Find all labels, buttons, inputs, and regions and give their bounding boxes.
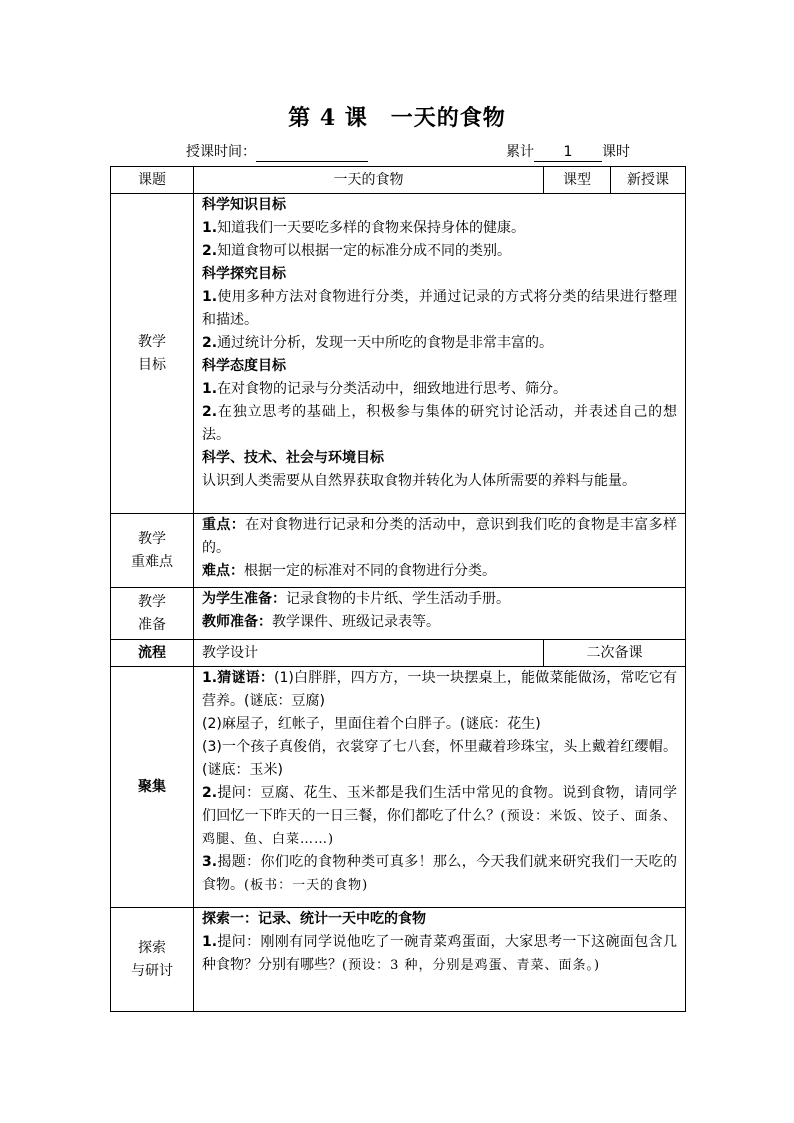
design-header: 教学设计	[194, 640, 544, 667]
attitude-item-1: 1.在对食物的记录与分类活动中，细致地进行思考、筛分。	[202, 381, 568, 397]
objectives-content	[194, 194, 686, 514]
gather-label: 聚集	[111, 667, 194, 908]
preparation-row	[111, 588, 686, 640]
objectives-label	[111, 194, 194, 514]
reveal-step: 3.揭题：你们吃的食物种类可真多！那么，今天我们就来研究我们一天吃的食物。(板书：一天的食物)	[202, 854, 677, 893]
attitude-heading: 科学态度目标	[202, 358, 286, 374]
cumulative-value: 1	[534, 143, 602, 162]
preparation-label-line1: 教学	[138, 593, 166, 610]
teacher-preparation: 教师准备：教学课件、班级记录表等。	[202, 614, 440, 630]
question-step: 2.提问：豆腐、花生、玉米都是我们生活中常见的食物。说到食物，请同学们回忆一下昨天的一日三餐，你们都吃了什么？(预设：米饭、饺子、面条、鸡腿、鱼、白菜……)	[202, 785, 677, 847]
explore-label-line2: 与研讨	[131, 962, 173, 979]
inquiry-item-2: 2.通过统计分析，发现一天中所吃的食物是非常丰富的。	[202, 335, 554, 351]
key-points-content	[194, 514, 686, 588]
key-points-row	[111, 514, 686, 588]
teaching-time-blank	[256, 145, 368, 162]
riddle-3: (3)一个孩子真俊俏，衣裳穿了七八套，怀里藏着珍珠宝，头上戴着红缨帽。(谜底：玉米)	[202, 739, 677, 778]
student-preparation: 为学生准备：记录食物的卡片纸、学生活动手册。	[202, 591, 510, 607]
cumulative-label: 累计	[506, 144, 534, 160]
objectives-label-line2: 目标	[138, 356, 166, 373]
sts-heading: 科学、技术、社会与环境目标	[202, 450, 384, 466]
gather-content	[194, 667, 686, 908]
cumulative-hours	[506, 142, 630, 162]
inquiry-item-1: 1.使用多种方法对食物进行分类，并通过记录的方式将分类的结果进行整理和描述。	[202, 289, 677, 328]
unit-label: 课时	[602, 144, 630, 160]
knowledge-item-1: 1.知道我们一天要吃多样的食物来保持身体的健康。	[202, 220, 526, 236]
topic-label: 课题	[111, 167, 194, 194]
teaching-time-label: 授课时间：	[186, 144, 256, 160]
riddle-step: 1.猜谜语：(1)白胖胖，四方方，一块一块摆桌上，能做菜能做汤，常吃它有营养。(谜底：豆腐)	[202, 670, 677, 709]
explore-label	[111, 908, 194, 1012]
preparation-content	[194, 588, 686, 640]
lesson-plan-table	[110, 166, 686, 1012]
page-title: 第 4 课 一天的食物	[288, 105, 506, 131]
explore-label-line1: 探索	[138, 939, 166, 956]
preparation-label	[111, 588, 194, 640]
objectives-row	[111, 194, 686, 514]
preparation-label-line2: 准备	[138, 616, 166, 633]
focus-point: 重点：在对食物进行记录和分类的活动中，意识到我们吃的食物是丰富多样的。	[202, 517, 677, 556]
difficulty-point: 难点：根据一定的标准对不同的食物进行分类。	[202, 563, 496, 579]
secondary-prep-header: 二次备课	[544, 640, 686, 667]
explore-heading: 探索一：记录、统计一天中吃的食物	[202, 911, 426, 927]
topic-row	[111, 167, 686, 194]
teaching-time	[186, 142, 368, 162]
type-label: 课型	[544, 167, 611, 194]
process-header-row	[111, 640, 686, 667]
explore-row	[111, 908, 686, 1012]
attitude-item-2: 2.在独立思考的基础上，积极参与集体的研究讨论活动，并表述自己的想法。	[202, 404, 677, 443]
inquiry-heading: 科学探究目标	[202, 266, 286, 282]
lesson-meta	[0, 142, 794, 162]
type-value: 新授课	[611, 167, 686, 194]
key-points-label-line1: 教学	[138, 530, 166, 547]
knowledge-item-2: 2.知道食物可以根据一定的标准分成不同的类别。	[202, 243, 512, 259]
key-points-label-line2: 重难点	[131, 553, 173, 570]
objectives-label-line1: 教学	[138, 333, 166, 350]
explore-step-1: 1.提问：刚刚有同学说他吃了一碗青菜鸡蛋面，大家思考一下这碗面包含几种食物？分别有哪些？(预设：3 种，分别是鸡蛋、青菜、面条。)	[202, 934, 677, 973]
topic-value: 一天的食物	[194, 167, 544, 194]
gather-row	[111, 667, 686, 908]
explore-content	[194, 908, 686, 1012]
knowledge-heading: 科学知识目标	[202, 197, 286, 213]
key-points-label	[111, 514, 194, 588]
riddle-2: (2)麻屋子，红帐子，里面住着个白胖子。(谜底：花生)	[202, 716, 541, 732]
sts-item: 认识到人类需要从自然界获取食物并转化为人体所需要的养料与能量。	[202, 473, 636, 489]
flow-header: 流程	[111, 640, 194, 667]
